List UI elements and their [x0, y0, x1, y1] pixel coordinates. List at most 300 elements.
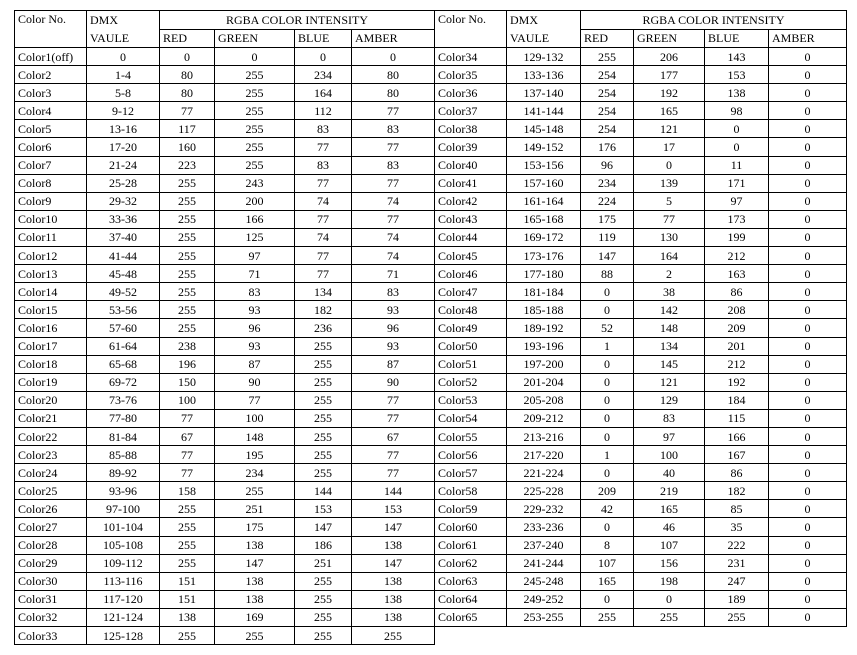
table-row [15, 156, 435, 174]
red-cell: 255 [160, 174, 215, 192]
amber-cell: 0 [769, 608, 847, 626]
green-cell: 206 [634, 48, 705, 66]
amber-cell: 0 [769, 174, 847, 192]
color-name-cell: Color16 [15, 319, 87, 337]
color-name-cell: Color1(off) [15, 48, 87, 66]
dmx-value-cell: 221-224 [507, 464, 581, 482]
green-cell: 175 [215, 518, 295, 536]
color-name-cell: Color3 [15, 84, 87, 102]
table-row [435, 66, 847, 84]
red-cell: 223 [160, 156, 215, 174]
red-cell: 255 [581, 48, 634, 66]
color-name-cell: Color34 [435, 48, 507, 66]
color-name-cell: Color24 [15, 464, 87, 482]
amber-cell: 0 [769, 120, 847, 138]
dmx-value-cell: 225-228 [507, 482, 581, 500]
blue-cell: 83 [295, 120, 352, 138]
red-cell: 255 [160, 536, 215, 554]
red-cell: 119 [581, 228, 634, 246]
dmx-value-cell: 37-40 [87, 228, 160, 246]
amber-cell: 80 [352, 84, 435, 102]
dmx-value-cell: 69-72 [87, 373, 160, 391]
color-name-cell: Color59 [435, 500, 507, 518]
table-row [15, 572, 435, 590]
green-cell: 148 [634, 319, 705, 337]
amber-cell: 138 [352, 572, 435, 590]
blue-cell: 77 [295, 210, 352, 228]
table-row [15, 446, 435, 464]
table-row [15, 464, 435, 482]
header-color-no: Color No. [15, 11, 87, 48]
amber-cell: 0 [769, 536, 847, 554]
amber-cell: 0 [769, 518, 847, 536]
green-cell: 0 [634, 590, 705, 608]
color-name-cell: Color46 [435, 265, 507, 283]
table-row [435, 210, 847, 228]
amber-cell: 144 [352, 482, 435, 500]
dmx-value-cell: 157-160 [507, 174, 581, 192]
blue-cell: 144 [295, 482, 352, 500]
green-cell: 156 [634, 554, 705, 572]
green-cell: 164 [634, 247, 705, 265]
red-cell: 52 [581, 319, 634, 337]
green-cell: 255 [215, 66, 295, 84]
color-name-cell: Color31 [15, 590, 87, 608]
color-name-cell: Color19 [15, 373, 87, 391]
dmx-value-cell: 165-168 [507, 210, 581, 228]
green-cell: 130 [634, 228, 705, 246]
amber-cell: 0 [769, 572, 847, 590]
dmx-value-cell: 109-112 [87, 554, 160, 572]
color-name-cell: Color22 [15, 427, 87, 445]
table-row [15, 192, 435, 210]
table-row [435, 446, 847, 464]
table-row [435, 373, 847, 391]
table-row [435, 48, 847, 66]
amber-cell: 0 [769, 48, 847, 66]
table-row [435, 590, 847, 608]
color-name-cell: Color45 [435, 247, 507, 265]
blue-cell: 201 [705, 337, 769, 355]
color-name-cell: Color52 [435, 373, 507, 391]
amber-cell: 0 [769, 66, 847, 84]
dmx-value-cell: 61-64 [87, 337, 160, 355]
green-cell: 121 [634, 373, 705, 391]
table-row [15, 627, 435, 645]
table-row [15, 138, 435, 156]
blue-cell: 115 [705, 409, 769, 427]
green-cell: 195 [215, 446, 295, 464]
amber-cell: 0 [769, 102, 847, 120]
red-cell: 255 [160, 301, 215, 319]
blue-cell: 164 [295, 84, 352, 102]
green-cell: 165 [634, 102, 705, 120]
table-row [435, 536, 847, 554]
green-cell: 255 [215, 84, 295, 102]
green-cell: 97 [215, 247, 295, 265]
dmx-value-cell: 1-4 [87, 66, 160, 84]
table-row [15, 283, 435, 301]
dmx-value-cell: 57-60 [87, 319, 160, 337]
red-cell: 88 [581, 265, 634, 283]
dmx-value-cell: 133-136 [507, 66, 581, 84]
table-row [435, 301, 847, 319]
red-cell: 165 [581, 572, 634, 590]
red-cell: 255 [160, 265, 215, 283]
dmx-value-cell: 217-220 [507, 446, 581, 464]
color-name-cell: Color53 [435, 391, 507, 409]
blue-cell: 212 [705, 355, 769, 373]
table-row [15, 427, 435, 445]
amber-cell: 0 [769, 265, 847, 283]
amber-cell: 138 [352, 590, 435, 608]
table-row [435, 174, 847, 192]
blue-cell: 222 [705, 536, 769, 554]
dmx-value-cell: 209-212 [507, 409, 581, 427]
amber-cell: 0 [769, 409, 847, 427]
red-cell: 255 [160, 247, 215, 265]
table-row [15, 391, 435, 409]
blue-cell: 77 [295, 174, 352, 192]
dmx-value-cell: 237-240 [507, 536, 581, 554]
red-cell: 255 [160, 319, 215, 337]
table-row [15, 319, 435, 337]
color-name-cell: Color7 [15, 156, 87, 174]
table-row [15, 265, 435, 283]
green-cell: 87 [215, 355, 295, 373]
blue-cell: 189 [705, 590, 769, 608]
blue-cell: 208 [705, 301, 769, 319]
color-name-cell: Color42 [435, 192, 507, 210]
amber-cell: 71 [352, 265, 435, 283]
table-row [15, 228, 435, 246]
blue-cell: 153 [705, 66, 769, 84]
red-cell: 42 [581, 500, 634, 518]
header-color-no: Color No. [435, 11, 507, 48]
green-cell: 83 [215, 283, 295, 301]
table-row [435, 572, 847, 590]
table-row [435, 84, 847, 102]
amber-cell: 83 [352, 283, 435, 301]
color-name-cell: Color63 [435, 572, 507, 590]
red-cell: 255 [160, 192, 215, 210]
dmx-value-cell: 105-108 [87, 536, 160, 554]
green-cell: 5 [634, 192, 705, 210]
dmx-value-cell: 241-244 [507, 554, 581, 572]
color-name-cell: Color12 [15, 247, 87, 265]
amber-cell: 0 [352, 48, 435, 66]
red-cell: 0 [581, 301, 634, 319]
table-row [435, 156, 847, 174]
dmx-value-cell: 149-152 [507, 138, 581, 156]
green-cell: 138 [215, 590, 295, 608]
red-cell: 151 [160, 572, 215, 590]
red-cell: 255 [160, 554, 215, 572]
table-row [435, 247, 847, 265]
amber-cell: 96 [352, 319, 435, 337]
red-cell: 255 [160, 627, 215, 645]
dmx-value-cell: 129-132 [507, 48, 581, 66]
dmx-value-cell: 0 [87, 48, 160, 66]
blue-cell: 143 [705, 48, 769, 66]
amber-cell: 0 [769, 554, 847, 572]
color-name-cell: Color9 [15, 192, 87, 210]
color-name-cell: Color49 [435, 319, 507, 337]
red-cell: 117 [160, 120, 215, 138]
dmx-value-cell: 25-28 [87, 174, 160, 192]
green-cell: 2 [634, 265, 705, 283]
header-green: GREEN [215, 29, 295, 48]
header-dmx-value: DMX VAULE [87, 11, 160, 48]
red-cell: 138 [160, 608, 215, 626]
blue-cell: 173 [705, 210, 769, 228]
red-cell: 150 [160, 373, 215, 391]
table-row [435, 319, 847, 337]
blue-cell: 182 [705, 482, 769, 500]
blue-cell: 236 [295, 319, 352, 337]
table-row [435, 192, 847, 210]
amber-cell: 77 [352, 446, 435, 464]
green-cell: 138 [215, 536, 295, 554]
color-name-cell: Color65 [435, 608, 507, 626]
dmx-value-cell: 173-176 [507, 247, 581, 265]
amber-cell: 74 [352, 228, 435, 246]
color-name-cell: Color43 [435, 210, 507, 228]
amber-cell: 83 [352, 120, 435, 138]
color-name-cell: Color36 [435, 84, 507, 102]
blue-cell: 234 [295, 66, 352, 84]
dmx-value-cell: 73-76 [87, 391, 160, 409]
blue-cell: 98 [705, 102, 769, 120]
blue-cell: 74 [295, 228, 352, 246]
color-name-cell: Color10 [15, 210, 87, 228]
green-cell: 83 [634, 409, 705, 427]
header-red: RED [160, 29, 215, 48]
green-cell: 219 [634, 482, 705, 500]
red-cell: 80 [160, 84, 215, 102]
blue-cell: 153 [295, 500, 352, 518]
red-cell: 254 [581, 120, 634, 138]
dmx-value-cell: 49-52 [87, 283, 160, 301]
green-cell: 93 [215, 337, 295, 355]
color-name-cell: Color6 [15, 138, 87, 156]
red-cell: 0 [581, 283, 634, 301]
red-cell: 0 [581, 391, 634, 409]
blue-cell: 255 [295, 355, 352, 373]
green-cell: 147 [215, 554, 295, 572]
dmx-value-cell: 201-204 [507, 373, 581, 391]
red-cell: 224 [581, 192, 634, 210]
dmx-value-cell: 125-128 [87, 627, 160, 645]
blue-cell: 212 [705, 247, 769, 265]
color-name-cell: Color47 [435, 283, 507, 301]
red-cell: 77 [160, 102, 215, 120]
green-cell: 139 [634, 174, 705, 192]
amber-cell: 87 [352, 355, 435, 373]
red-cell: 107 [581, 554, 634, 572]
table-row [435, 409, 847, 427]
table-row [15, 337, 435, 355]
red-cell: 80 [160, 66, 215, 84]
dmx-value-cell: 65-68 [87, 355, 160, 373]
blue-cell: 97 [705, 192, 769, 210]
red-cell: 0 [581, 464, 634, 482]
amber-cell: 153 [352, 500, 435, 518]
blue-cell: 171 [705, 174, 769, 192]
color-name-cell: Color27 [15, 518, 87, 536]
amber-cell: 147 [352, 518, 435, 536]
color-table-right [434, 10, 847, 627]
red-cell: 1 [581, 337, 634, 355]
dmx-value-cell: 189-192 [507, 319, 581, 337]
color-name-cell: Color44 [435, 228, 507, 246]
green-cell: 255 [215, 156, 295, 174]
table-row [15, 84, 435, 102]
red-cell: 0 [160, 48, 215, 66]
amber-cell: 0 [769, 355, 847, 373]
table-row [15, 373, 435, 391]
red-cell: 255 [160, 228, 215, 246]
green-cell: 40 [634, 464, 705, 482]
green-cell: 0 [215, 48, 295, 66]
green-cell: 97 [634, 427, 705, 445]
red-cell: 0 [581, 409, 634, 427]
red-cell: 196 [160, 355, 215, 373]
red-cell: 254 [581, 66, 634, 84]
blue-cell: 255 [295, 391, 352, 409]
green-cell: 165 [634, 500, 705, 518]
blue-cell: 74 [295, 192, 352, 210]
blue-cell: 83 [295, 156, 352, 174]
red-cell: 238 [160, 337, 215, 355]
table-row [435, 138, 847, 156]
green-cell: 243 [215, 174, 295, 192]
red-cell: 147 [581, 247, 634, 265]
table-row [435, 265, 847, 283]
red-cell: 209 [581, 482, 634, 500]
table-row [435, 355, 847, 373]
dmx-value-cell: 29-32 [87, 192, 160, 210]
green-cell: 255 [215, 102, 295, 120]
color-name-cell: Color23 [15, 446, 87, 464]
color-name-cell: Color50 [435, 337, 507, 355]
green-cell: 255 [215, 120, 295, 138]
table-row [435, 283, 847, 301]
blue-cell: 255 [295, 337, 352, 355]
dmx-value-cell: 81-84 [87, 427, 160, 445]
dmx-value-cell: 141-144 [507, 102, 581, 120]
blue-cell: 77 [295, 265, 352, 283]
red-cell: 0 [581, 373, 634, 391]
amber-cell: 0 [769, 247, 847, 265]
table-row [15, 536, 435, 554]
red-cell: 254 [581, 84, 634, 102]
color-name-cell: Color33 [15, 627, 87, 645]
green-cell: 0 [634, 156, 705, 174]
blue-cell: 11 [705, 156, 769, 174]
red-cell: 254 [581, 102, 634, 120]
red-cell: 151 [160, 590, 215, 608]
table-row [435, 554, 847, 572]
amber-cell: 0 [769, 337, 847, 355]
red-cell: 1 [581, 446, 634, 464]
blue-cell: 35 [705, 518, 769, 536]
blue-cell: 255 [295, 373, 352, 391]
blue-cell: 255 [295, 608, 352, 626]
amber-cell: 0 [769, 210, 847, 228]
amber-cell: 74 [352, 247, 435, 265]
table-row [435, 608, 847, 626]
green-cell: 38 [634, 283, 705, 301]
red-cell: 255 [160, 518, 215, 536]
amber-cell: 255 [352, 627, 435, 645]
color-name-cell: Color32 [15, 608, 87, 626]
dmx-value-cell: 41-44 [87, 247, 160, 265]
dmx-value-cell: 229-232 [507, 500, 581, 518]
blue-cell: 231 [705, 554, 769, 572]
color-name-cell: Color11 [15, 228, 87, 246]
color-name-cell: Color39 [435, 138, 507, 156]
dmx-value-cell: 245-248 [507, 572, 581, 590]
dmx-value-cell: 9-12 [87, 102, 160, 120]
green-cell: 121 [634, 120, 705, 138]
dmx-value-cell: 177-180 [507, 265, 581, 283]
red-cell: 255 [160, 283, 215, 301]
color-name-cell: Color62 [435, 554, 507, 572]
green-cell: 169 [215, 608, 295, 626]
table-row [435, 518, 847, 536]
blue-cell: 255 [295, 572, 352, 590]
dmx-value-cell: 89-92 [87, 464, 160, 482]
color-name-cell: Color18 [15, 355, 87, 373]
dmx-value-cell: 193-196 [507, 337, 581, 355]
amber-cell: 0 [769, 464, 847, 482]
blue-cell: 163 [705, 265, 769, 283]
table-row [15, 48, 435, 66]
dmx-value-cell: 181-184 [507, 283, 581, 301]
dmx-value-cell: 145-148 [507, 120, 581, 138]
green-cell: 255 [634, 608, 705, 626]
table-row [435, 337, 847, 355]
green-cell: 200 [215, 192, 295, 210]
amber-cell: 74 [352, 192, 435, 210]
header-rgba-intensity: RGBA COLOR INTENSITY [160, 11, 435, 30]
amber-cell: 0 [769, 482, 847, 500]
color-name-cell: Color26 [15, 500, 87, 518]
color-name-cell: Color5 [15, 120, 87, 138]
blue-cell: 255 [295, 590, 352, 608]
blue-cell: 247 [705, 572, 769, 590]
table-row [15, 355, 435, 373]
table-row [15, 174, 435, 192]
amber-cell: 0 [769, 427, 847, 445]
green-cell: 192 [634, 84, 705, 102]
color-name-cell: Color57 [435, 464, 507, 482]
red-cell: 8 [581, 536, 634, 554]
table-row [15, 482, 435, 500]
blue-cell: 255 [295, 627, 352, 645]
color-name-cell: Color17 [15, 337, 87, 355]
amber-cell: 0 [769, 228, 847, 246]
header-blue: BLUE [295, 29, 352, 48]
amber-cell: 77 [352, 210, 435, 228]
blue-cell: 77 [295, 138, 352, 156]
header-dmx-value: DMX VAULE [507, 11, 581, 48]
green-cell: 96 [215, 319, 295, 337]
red-cell: 255 [581, 608, 634, 626]
green-cell: 134 [634, 337, 705, 355]
table-row [15, 409, 435, 427]
